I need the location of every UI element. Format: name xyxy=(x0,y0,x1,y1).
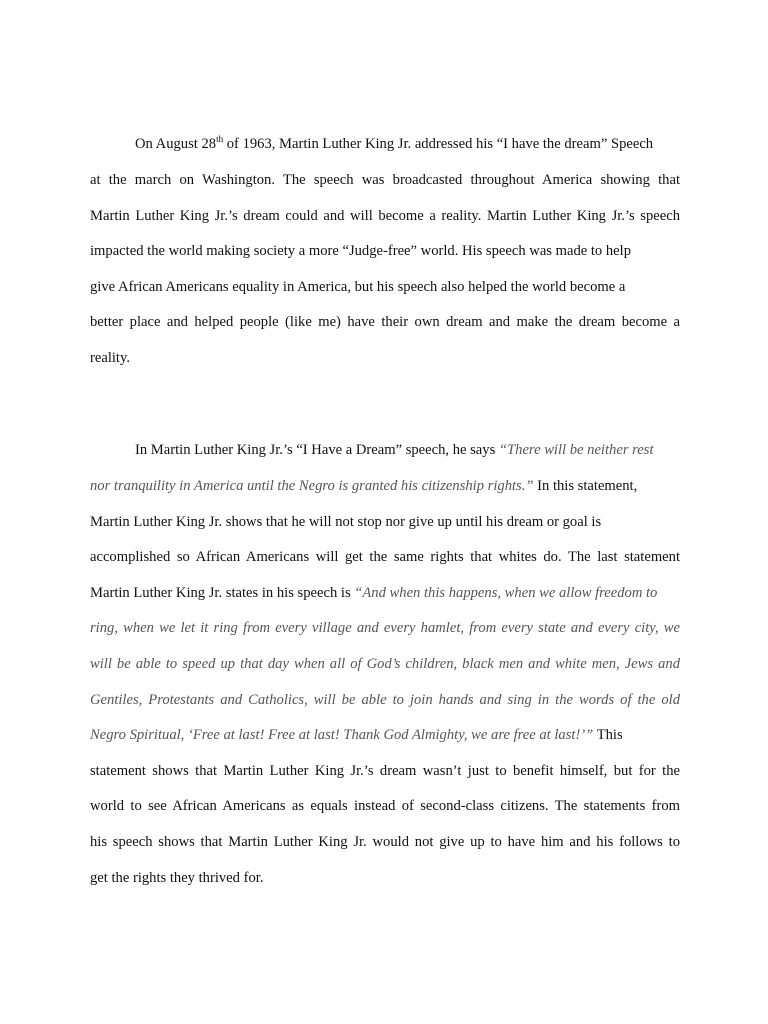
text-span: This xyxy=(593,727,623,743)
paragraph-2-line-2 xyxy=(90,476,637,496)
paragraph-1-line-5: give African Americans equality in America, but his speech also helped the world become a xyxy=(90,279,626,295)
text-span: of 1963, Martin Luther King Jr. addressed his “I have the dream” Speech xyxy=(223,136,654,152)
paragraph-2-line-13: get the rights they thrived for. xyxy=(90,870,264,886)
paragraph-2-line-8: Gentiles, Protestants and Catholics, will be able to join hands and sing in the words of the old xyxy=(90,692,680,708)
paragraph-1-line-4: impacted the world making society a more “Judge-free” world. His speech was made to help xyxy=(90,243,632,259)
paragraph-2-line-1 xyxy=(135,440,654,460)
paragraph-1-line-2: at the march on Washington. The speech was broadcasted throughout America showing that xyxy=(90,172,680,188)
paragraph-1-line-7: reality. xyxy=(90,350,130,366)
paragraph-2-line-4: accomplished so African Americans will get the same rights that whites do. The last statement xyxy=(90,549,680,565)
paragraph-1-line-3: Martin Luther King Jr.’s dream could and will become a reality. Martin Luther King Jr.’s speech xyxy=(90,208,680,224)
paragraph-2-line-10: statement shows that Martin Luther King Jr.’s dream wasn’t just to benefit himself, but for the xyxy=(90,763,680,779)
quotation: “And when this happens, when we allow freedom to xyxy=(354,585,658,601)
paragraph-1-line-1 xyxy=(135,134,653,154)
paragraph-2-line-9 xyxy=(90,725,623,745)
text-span: Martin Luther King Jr. states in his speech is xyxy=(90,585,355,601)
paragraph-2-line-12: his speech shows that Martin Luther King Jr. would not give up to have him and his follows to xyxy=(90,834,680,850)
text-span: In Martin Luther King Jr.’s “I Have a Dream” speech, he says xyxy=(135,442,499,458)
quotation: nor tranquility in America until the Negro is granted his citizenship rights.” xyxy=(90,478,534,494)
text-span: On August 28 xyxy=(135,136,217,152)
paragraph-2-line-6: ring, when we let it ring from every village and every hamlet, from every state and every city, we xyxy=(90,620,680,636)
paragraph-1-line-6: better place and helped people (like me) have their own dream and make the dream become a xyxy=(90,314,680,330)
paragraph-2-line-3: Martin Luther King Jr. shows that he will not stop nor give up until his dream or goal is xyxy=(90,514,602,530)
text-span: In this statement, xyxy=(533,478,638,494)
paragraph-2-line-5 xyxy=(90,583,657,603)
paragraph-2-line-11: world to see African Americans as equals instead of second-class citizens. The statements from xyxy=(90,798,680,814)
quotation: “There will be neither rest xyxy=(498,442,654,458)
paragraph-2-line-7: will be able to speed up that day when all of God’s children, black men and white men, Jews and xyxy=(90,656,680,672)
quotation: Negro Spiritual, ‘Free at last! Free at last! Thank God Almighty, we are free at last!’” xyxy=(90,727,594,743)
ordinal-superscript: th xyxy=(216,134,224,145)
